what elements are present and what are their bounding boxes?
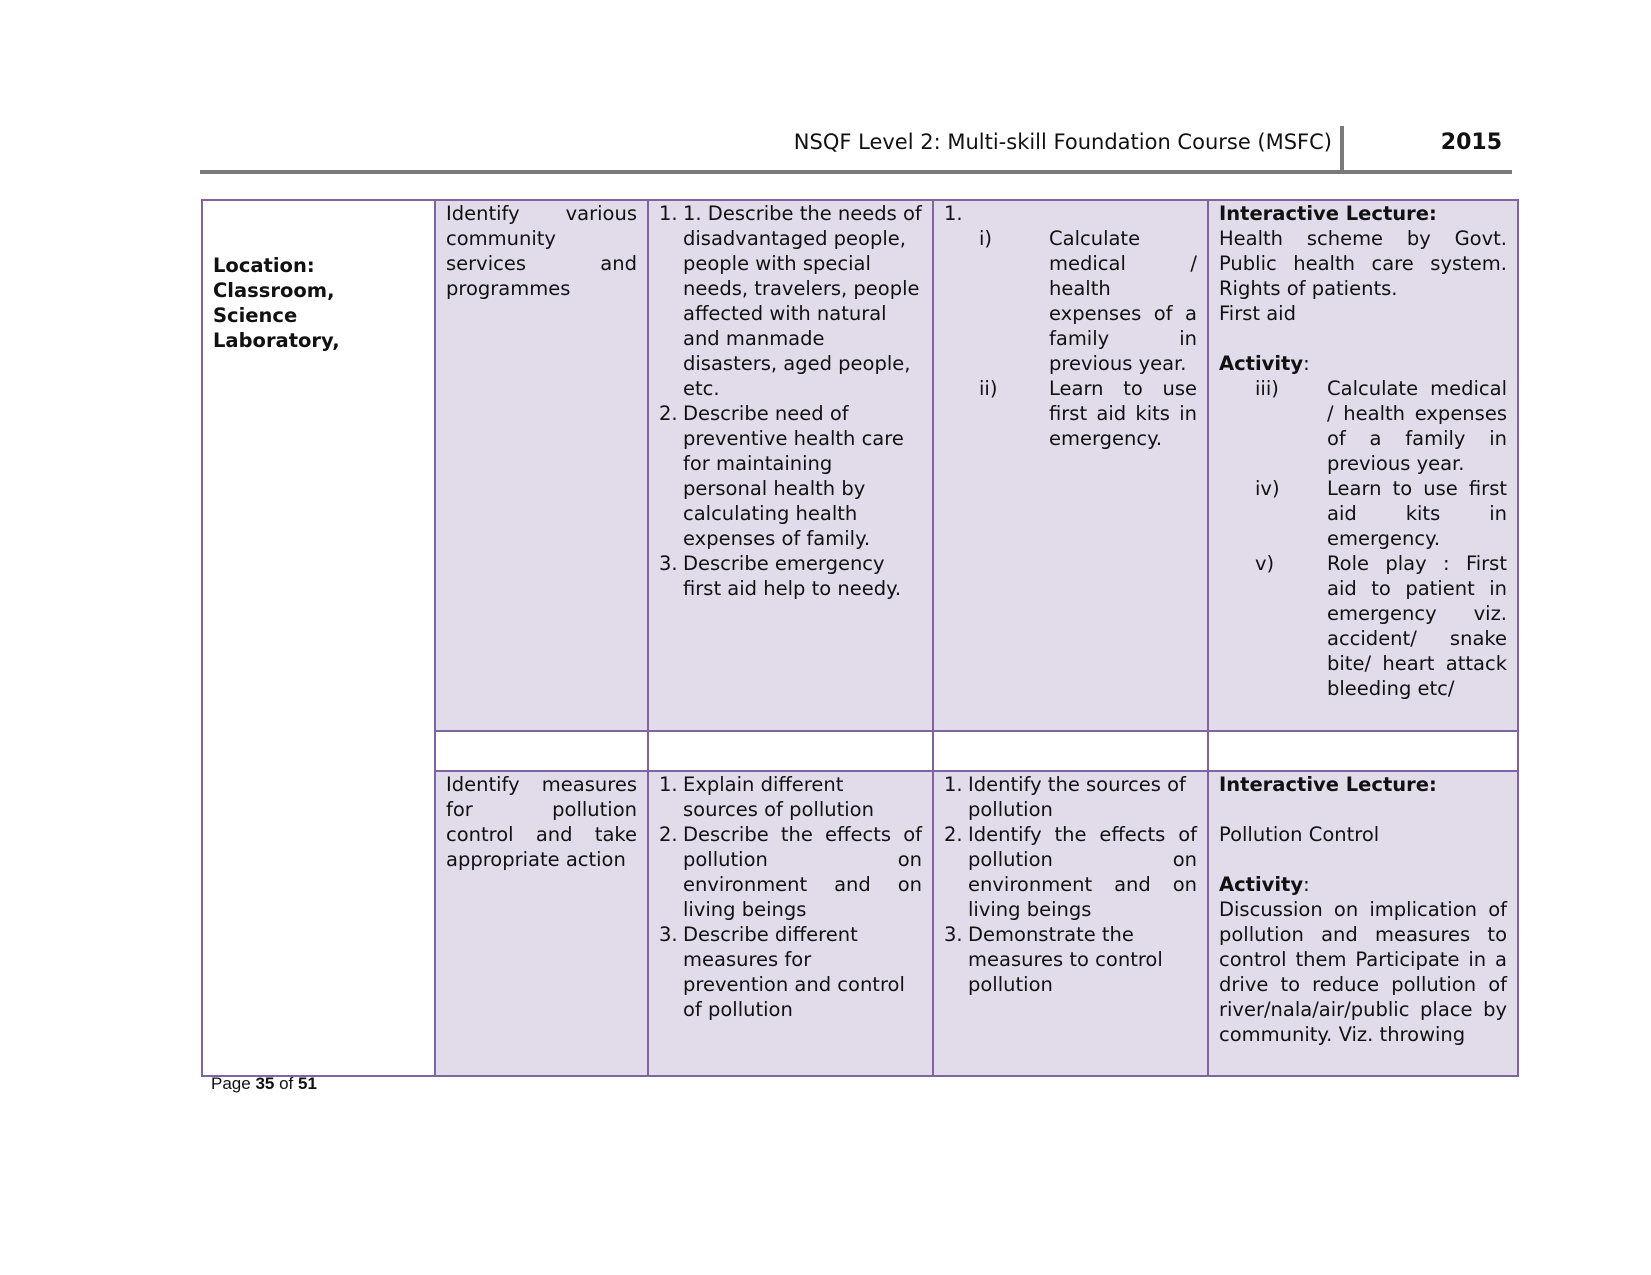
list-item: 1. Explain different sources of pollution [659, 773, 874, 821]
curriculum-table [201, 199, 1519, 1077]
page-total: 51 [298, 1074, 317, 1093]
learning-outcomes-cell [648, 200, 933, 731]
list-item: v) Role play : First aid to patient in emergency viz. accident/ snake bite/ heart attack bleeding etc/ [1255, 552, 1507, 700]
practical-cell [933, 771, 1208, 1076]
list-item: 3. Describe emergency first aid help to needy. [659, 552, 902, 600]
location-value: Classroom, Science Laboratory, [213, 279, 340, 352]
list-item: 2. Describe the effects of pollution on environment and on living beings [659, 823, 922, 921]
lecture-text: Health scheme by Govt. Public health care system. Rights of patients. [1219, 227, 1507, 300]
page-header [200, 118, 1512, 174]
empty-cell [648, 731, 933, 771]
list-item: 3. Demonstrate the measures to control pollution [944, 923, 1163, 996]
learning-outcomes-cell [648, 771, 933, 1076]
lecture-activity-cell [1208, 200, 1518, 731]
practical-heading: 1. [944, 202, 963, 225]
empty-cell [1208, 731, 1518, 771]
empty-cell [933, 731, 1208, 771]
objective-cell [435, 771, 648, 1076]
list-item: 3. Describe different measures for prevention and control of pollution [659, 923, 905, 1021]
of-word: of [279, 1074, 294, 1093]
practical-cell [933, 200, 1208, 731]
lecture-heading: Interactive Lecture: [1219, 773, 1437, 796]
activity-heading: Activity: [1219, 873, 1310, 896]
page-number: 35 [255, 1074, 275, 1093]
list-item: iv) Learn to use first aid kits in emergency. [1255, 477, 1507, 550]
list-item: 1. Identify the sources of pollution [944, 773, 1186, 821]
list-item: 2. Describe need of preventive health care for maintaining personal health by calculating health expenses of family. [659, 402, 904, 550]
list-item: 2. Identify the effects of pollution on environment and on living beings [944, 823, 1197, 921]
list-item: i) Calculate medical / health expenses of a family in previous year. [979, 227, 1197, 375]
location-cell [202, 200, 435, 1076]
lecture-extra: First aid [1219, 302, 1296, 325]
table-row [202, 200, 1518, 731]
activity-heading: Activity: [1219, 352, 1310, 375]
page-word: Page [211, 1074, 251, 1093]
lecture-activity-cell [1208, 771, 1518, 1076]
objective-cell [435, 200, 648, 731]
lecture-heading: Interactive Lecture: [1219, 202, 1437, 225]
objective-text: Identify measures for pollution control and take appropriate action [446, 773, 637, 871]
header-separator [1340, 126, 1344, 170]
list-item: 1. 1. Describe the needs of disadvantaged people, people with special needs, travelers, people affected with natural and manmade disasters, aged people, etc. [659, 202, 922, 400]
objective-text: Identify various community services and programmes [446, 202, 637, 300]
list-item: ii) Learn to use first aid kits in emergency. [979, 377, 1197, 450]
list-item: iii) Calculate medical / health expenses of a family in previous year. [1255, 377, 1507, 475]
document-year: 2015 [1440, 130, 1502, 155]
lecture-text: Pollution Control [1219, 823, 1380, 846]
empty-cell [435, 731, 648, 771]
location-label: Location: [213, 254, 315, 277]
document-title: NSQF Level 2: Multi-skill Foundation Course (MSFC) [793, 130, 1332, 154]
page-footer [211, 1074, 317, 1094]
activity-text: Discussion on implication of pollution and measures to control them Participate in a drive to reduce pollution of river/nala/air/public place by community. Viz. throwing [1219, 898, 1507, 1046]
